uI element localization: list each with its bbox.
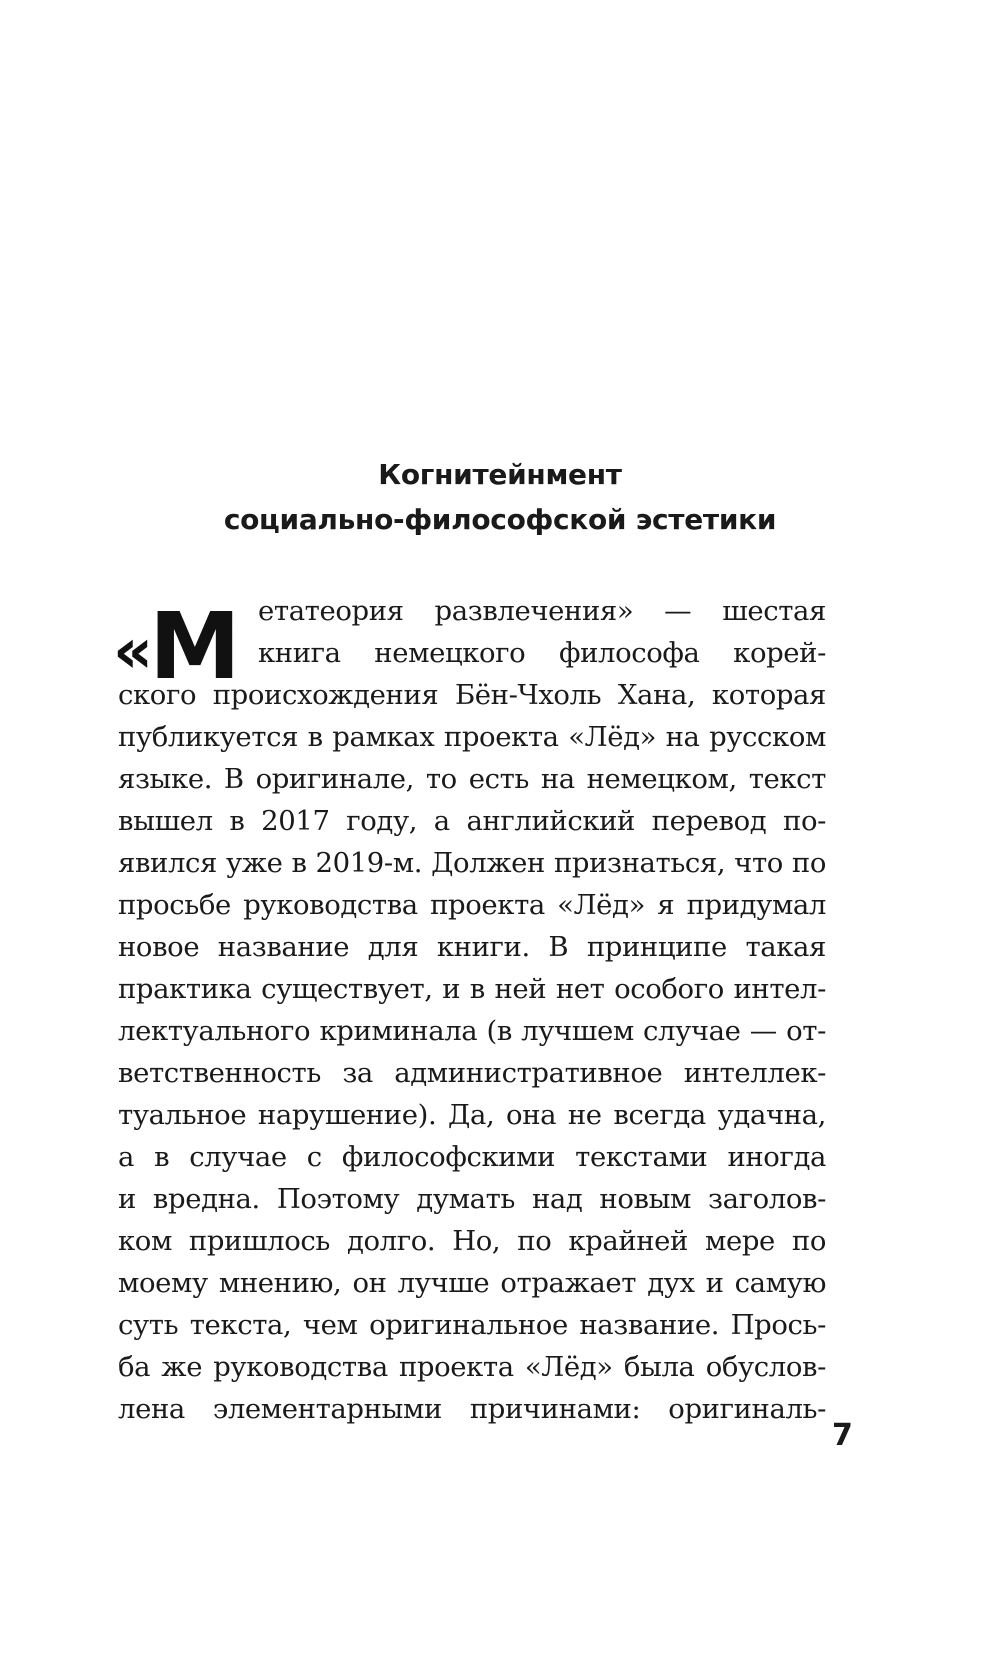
text-line: а в случае с философскими текстами иногда [118,1141,826,1173]
text-line: лена элементарными причинами: оригиналь- [118,1393,826,1425]
text-line: языке. В оригинале, то есть на немецком, текст [118,763,826,795]
text-line: просьбе руководства проекта «Лёд» я придумал [118,889,826,921]
drop-cap-quote: « [113,614,150,687]
body-text [118,590,826,1430]
text-line: практика существует, и в ней нет особого интел- [118,973,826,1005]
chapter-title-line-1: Когнитейнмент [378,458,622,491]
text-line: ком пришлось долго. Но, по крайней мере по [118,1225,826,1257]
text-line: новое название для книги. В принципе такая [118,931,826,963]
text-line: ба же руководства проекта «Лёд» была обуслов- [118,1351,826,1383]
text-line: вышел в 2017 году, а английский перевод по- [118,805,826,837]
chapter-title-line-2: социально-философской эстетики [223,503,777,536]
text-line: публикуется в рамках проекта «Лёд» на русском [118,721,826,753]
drop-cap-letter: М [149,593,239,700]
text-line: лектуального криминала (в лучшем случае — от- [118,1015,826,1047]
text-line: ветственность за административное интеллек- [118,1057,826,1089]
page-number: 7 [832,1418,853,1453]
text-line: моему мнению, он лучше отражает дух и самую [118,1267,826,1299]
text-line: суть текста, чем оригинальное название. Прось- [118,1309,826,1341]
text-line: явился уже в 2019-м. Должен признаться, что по [118,847,826,879]
text-line: етатеория развлечения» — шестая [258,595,826,627]
text-line: ского происхождения Бён-Чхоль Хана, которая [118,679,826,711]
text-line: книга немецкого философа корей- [258,637,826,669]
text-line: туальное нарушение). Да, она не всегда удачна, [118,1099,826,1131]
chapter-title [0,452,1000,542]
text-line: и вредна. Поэтому думать над новым заголов- [118,1183,826,1215]
